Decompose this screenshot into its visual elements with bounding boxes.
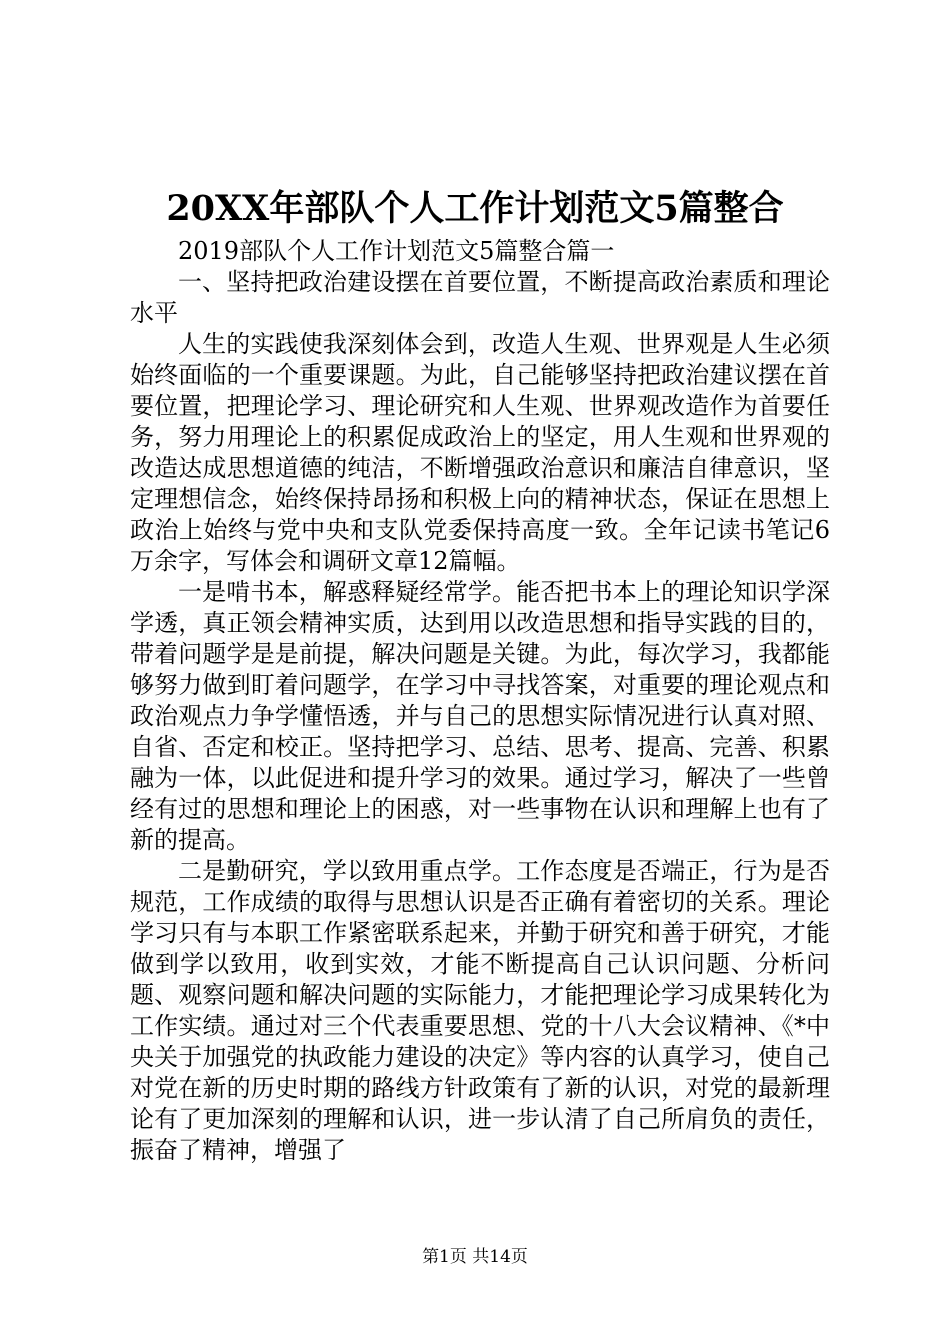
subsection-heading: 一、坚持把政治建设摆在首要位置，不断提高政治素质和理论水平 bbox=[130, 268, 830, 327]
body-paragraph: 二是勤研究，学以致用重点学。工作态度是否端正，行为是否规范，工作成绩的取得与思想认识是否正确有着密切的关系。理论学习只有与本职工作紧密联系起来，并勤于研究和善于研究，才能做到学以致用，收到实效，才能不断提高自己认识问题、分析问题、观察问题和解决问题的实际能力，才能把理论学习成果转化为工作实绩。通过对三个代表重要思想、党的十八大会议精神、《*中央关于加强党的执政能力建设的决定》等内容的认真学习，使自己对党在新的历史时期的路线方针政策有了新的认识，对党的最新理论有了更加深刻的理解和认识，进一步认清了自己所肩负的责任，振奋了精神，增强了 bbox=[130, 857, 830, 1164]
document-body bbox=[130, 236, 830, 1166]
body-paragraph: 一是啃书本，解惑释疑经常学。能否把书本上的理论知识学深学透，真正领会精神实质，达到用以改造思想和指导实践的目的，带着问题学是是前提，解决问题是关键。为此，每次学习，我都能够努力做到盯着问题学，在学习中寻找答案，对重要的理论观点和政治观点力争学懂悟透，并与自己的思想实际情况进行认真对照、自省、否定和校正。坚持把学习、总结、思考、提高、完善、积累融为一体，以此促进和提升学习的效果。通过学习，解决了一些曾经有过的思想和理论上的困惑，对一些事物在认识和理解上也有了新的提高。 bbox=[130, 578, 830, 854]
document-title: 20XX年部队个人工作计划范文5篇整合 bbox=[166, 188, 784, 229]
section-heading: 2019部队个人工作计划范文5篇整合篇一 bbox=[178, 237, 615, 265]
page-footer: 第1页 共14页 bbox=[422, 1247, 528, 1267]
body-paragraph: 人生的实践使我深刻体会到，改造人生观、世界观是人生必须始终面临的一个重要课题。为此，自己能够坚持把政治建议摆在首要位置，把理论学习、理论研究和人生观、世界观改造作为首要任务，努力用理论上的积累促成政治上的坚定，用人生观和世界观的改造达成思想道德的纯洁，不断增强政治意识和廉洁自律意识，坚定理想信念，始终保持昂扬和积极上向的精神状态，保证在思想上政治上始终与党中央和支队党委保持高度一致。全年记读书笔记6万余字，写体会和调研文章12篇幅。 bbox=[130, 330, 830, 575]
